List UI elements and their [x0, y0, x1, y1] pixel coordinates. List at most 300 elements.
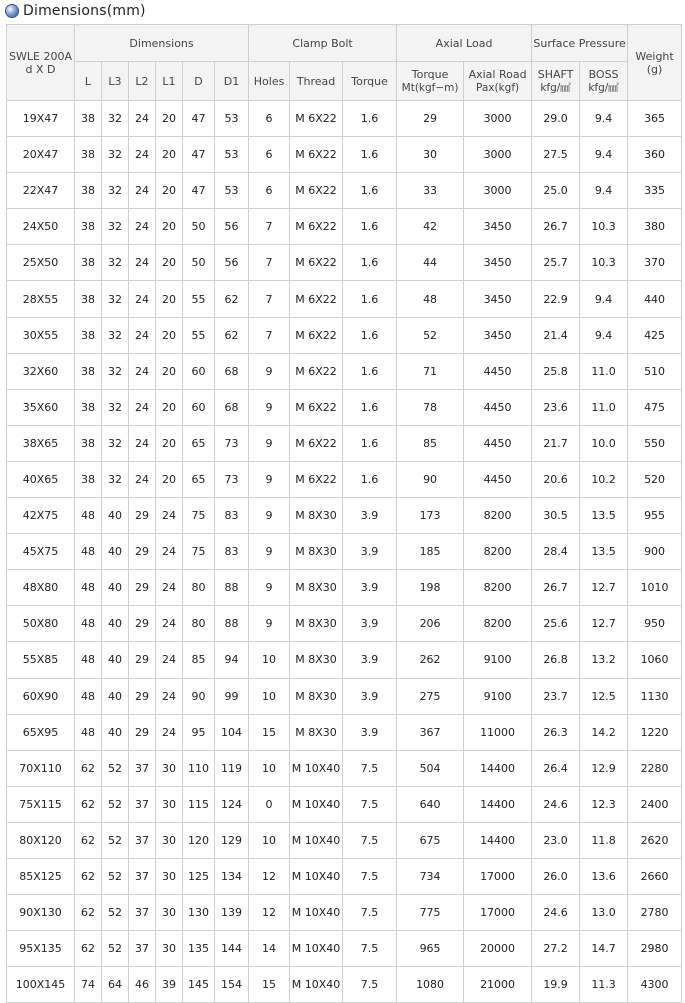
cell-boss-pressure: 13.6: [580, 858, 628, 894]
cell-thread: M 8X30: [290, 534, 343, 570]
cell-boss-pressure: 14.2: [580, 714, 628, 750]
cell-d1: 83: [215, 498, 249, 534]
cell-weight: 2400: [628, 786, 682, 822]
table-row: [7, 353, 682, 389]
cell-weight: 550: [628, 425, 682, 461]
cell-l1: 20: [156, 317, 183, 353]
cell-axial-road: 3000: [464, 101, 532, 137]
cell-weight: 2780: [628, 895, 682, 931]
cell-axial-road: 3450: [464, 317, 532, 353]
cell-l: 62: [75, 895, 102, 931]
cell-l3: 32: [102, 209, 129, 245]
cell-l: 38: [75, 317, 102, 353]
cell-l3: 32: [102, 425, 129, 461]
cell-l2: 29: [129, 606, 156, 642]
cell-thread: M 10X40: [290, 822, 343, 858]
cell-holes: 7: [249, 281, 290, 317]
cell-l1: 20: [156, 101, 183, 137]
cell-thread: M 10X40: [290, 931, 343, 967]
cell-weight: 1010: [628, 570, 682, 606]
col-header-thread: Thread: [290, 62, 343, 101]
cell-shaft-pressure: 23.0: [532, 822, 580, 858]
cell-l: 48: [75, 714, 102, 750]
cell-axial-road: 14400: [464, 786, 532, 822]
cell-d: 60: [183, 389, 215, 425]
cell-weight: 1060: [628, 642, 682, 678]
cell-l2: 29: [129, 678, 156, 714]
cell-model: 100X145: [7, 967, 75, 1003]
cell-l3: 52: [102, 858, 129, 894]
cell-l: 38: [75, 173, 102, 209]
cell-torque: 1.6: [343, 245, 397, 281]
cell-shaft-pressure: 21.7: [532, 425, 580, 461]
cell-torque: 1.6: [343, 281, 397, 317]
surface-pressure-group-header: Surface Pressure: [532, 25, 628, 62]
cell-holes: 9: [249, 606, 290, 642]
cell-weight: 2620: [628, 822, 682, 858]
cell-l3: 40: [102, 606, 129, 642]
table-row: [7, 570, 682, 606]
col-header-torque: Torque: [343, 62, 397, 101]
cell-l3: 64: [102, 967, 129, 1003]
cell-boss-pressure: 12.5: [580, 678, 628, 714]
cell-l2: 37: [129, 822, 156, 858]
cell-l: 62: [75, 786, 102, 822]
cell-l1: 20: [156, 389, 183, 425]
cell-thread: M 10X40: [290, 786, 343, 822]
cell-l3: 32: [102, 101, 129, 137]
cell-torque-mt: 42: [397, 209, 464, 245]
cell-d: 75: [183, 534, 215, 570]
cell-l2: 29: [129, 714, 156, 750]
cell-l2: 24: [129, 245, 156, 281]
cell-thread: M 8X30: [290, 570, 343, 606]
cell-torque: 1.6: [343, 389, 397, 425]
cell-torque-mt: 675: [397, 822, 464, 858]
cell-holes: 9: [249, 461, 290, 497]
cell-d: 145: [183, 967, 215, 1003]
table-row: [7, 822, 682, 858]
cell-l2: 37: [129, 931, 156, 967]
table-row: [7, 931, 682, 967]
cell-l1: 30: [156, 931, 183, 967]
cell-axial-road: 17000: [464, 895, 532, 931]
cell-d: 90: [183, 678, 215, 714]
cell-torque-mt: 52: [397, 317, 464, 353]
cell-model: 95X135: [7, 931, 75, 967]
cell-axial-road: 3000: [464, 173, 532, 209]
table-row: [7, 245, 682, 281]
cell-torque: 1.6: [343, 173, 397, 209]
cell-model: 85X125: [7, 858, 75, 894]
cell-l1: 30: [156, 822, 183, 858]
cell-d1: 83: [215, 534, 249, 570]
cell-axial-road: 4450: [464, 425, 532, 461]
cell-axial-road: 4450: [464, 461, 532, 497]
cell-axial-road: 3450: [464, 245, 532, 281]
cell-axial-road: 4450: [464, 353, 532, 389]
cell-l: 48: [75, 606, 102, 642]
cell-l1: 24: [156, 498, 183, 534]
cell-boss-pressure: 12.3: [580, 786, 628, 822]
cell-l1: 20: [156, 425, 183, 461]
cell-boss-pressure: 9.4: [580, 317, 628, 353]
cell-torque: 3.9: [343, 678, 397, 714]
cell-holes: 12: [249, 858, 290, 894]
cell-model: 28X55: [7, 281, 75, 317]
cell-weight: 370: [628, 245, 682, 281]
cell-torque: 1.6: [343, 137, 397, 173]
table-row: [7, 389, 682, 425]
col-header-d: D: [183, 62, 215, 101]
cell-torque: 7.5: [343, 967, 397, 1003]
cell-l1: 20: [156, 353, 183, 389]
cell-l2: 29: [129, 642, 156, 678]
cell-holes: 9: [249, 534, 290, 570]
cell-d: 65: [183, 425, 215, 461]
cell-model: 42X75: [7, 498, 75, 534]
cell-l: 48: [75, 678, 102, 714]
col-header-shaft: SHAFT kfg/㎟: [532, 62, 580, 101]
cell-model: 35X60: [7, 389, 75, 425]
table-row: [7, 714, 682, 750]
cell-l1: 30: [156, 895, 183, 931]
cell-l3: 32: [102, 389, 129, 425]
cell-weight: 380: [628, 209, 682, 245]
cell-holes: 6: [249, 173, 290, 209]
col-header-boss: BOSS kfg/㎟: [580, 62, 628, 101]
cell-torque-mt: 262: [397, 642, 464, 678]
cell-torque: 7.5: [343, 822, 397, 858]
cell-model: 45X75: [7, 534, 75, 570]
cell-d1: 88: [215, 606, 249, 642]
cell-l1: 24: [156, 714, 183, 750]
cell-weight: 2280: [628, 750, 682, 786]
cell-d1: 129: [215, 822, 249, 858]
cell-holes: 7: [249, 209, 290, 245]
cell-torque-mt: 734: [397, 858, 464, 894]
table-row: [7, 895, 682, 931]
cell-shaft-pressure: 25.7: [532, 245, 580, 281]
cell-l2: 46: [129, 967, 156, 1003]
cell-torque: 1.6: [343, 353, 397, 389]
cell-d1: 62: [215, 281, 249, 317]
cell-l1: 30: [156, 750, 183, 786]
cell-l: 38: [75, 461, 102, 497]
cell-d1: 134: [215, 858, 249, 894]
cell-d: 60: [183, 353, 215, 389]
cell-torque: 7.5: [343, 895, 397, 931]
cell-d1: 124: [215, 786, 249, 822]
cell-boss-pressure: 10.3: [580, 209, 628, 245]
cell-weight: 510: [628, 353, 682, 389]
cell-holes: 10: [249, 822, 290, 858]
cell-boss-pressure: 13.2: [580, 642, 628, 678]
cell-weight: 425: [628, 317, 682, 353]
table-row: [7, 101, 682, 137]
cell-l: 38: [75, 137, 102, 173]
cell-weight: 440: [628, 281, 682, 317]
cell-torque-mt: 367: [397, 714, 464, 750]
cell-l1: 24: [156, 570, 183, 606]
cell-torque-mt: 775: [397, 895, 464, 931]
cell-weight: 900: [628, 534, 682, 570]
cell-thread: M 10X40: [290, 895, 343, 931]
cell-d1: 56: [215, 245, 249, 281]
cell-shaft-pressure: 26.7: [532, 209, 580, 245]
cell-l1: 20: [156, 245, 183, 281]
cell-l3: 52: [102, 750, 129, 786]
cell-thread: M 8X30: [290, 678, 343, 714]
cell-axial-road: 21000: [464, 967, 532, 1003]
cell-axial-road: 8200: [464, 570, 532, 606]
cell-torque-mt: 90: [397, 461, 464, 497]
cell-torque-mt: 173: [397, 498, 464, 534]
weight-header: Weight (g): [628, 25, 682, 101]
cell-axial-road: 3450: [464, 281, 532, 317]
cell-l2: 24: [129, 389, 156, 425]
cell-model: 30X55: [7, 317, 75, 353]
cell-shaft-pressure: 21.4: [532, 317, 580, 353]
cell-model: 24X50: [7, 209, 75, 245]
cell-boss-pressure: 11.0: [580, 389, 628, 425]
cell-model: 50X80: [7, 606, 75, 642]
cell-d: 130: [183, 895, 215, 931]
cell-l1: 20: [156, 281, 183, 317]
cell-holes: 9: [249, 425, 290, 461]
cell-shaft-pressure: 25.6: [532, 606, 580, 642]
cell-l3: 40: [102, 714, 129, 750]
cell-boss-pressure: 9.4: [580, 281, 628, 317]
cell-d1: 88: [215, 570, 249, 606]
cell-d1: 73: [215, 461, 249, 497]
cell-torque-mt: 206: [397, 606, 464, 642]
cell-l3: 32: [102, 461, 129, 497]
cell-axial-road: 3450: [464, 209, 532, 245]
table-row: [7, 534, 682, 570]
cell-shaft-pressure: 26.3: [532, 714, 580, 750]
cell-model: 38X65: [7, 425, 75, 461]
cell-thread: M 10X40: [290, 858, 343, 894]
cell-l3: 40: [102, 678, 129, 714]
cell-shaft-pressure: 29.0: [532, 101, 580, 137]
cell-torque: 3.9: [343, 714, 397, 750]
cell-shaft-pressure: 24.6: [532, 786, 580, 822]
cell-boss-pressure: 12.7: [580, 606, 628, 642]
cell-weight: 2660: [628, 858, 682, 894]
cell-l1: 24: [156, 606, 183, 642]
cell-d1: 119: [215, 750, 249, 786]
table-row: [7, 137, 682, 173]
cell-d: 47: [183, 137, 215, 173]
cell-l2: 29: [129, 570, 156, 606]
cell-d: 55: [183, 317, 215, 353]
cell-torque-mt: 30: [397, 137, 464, 173]
table-row: [7, 967, 682, 1003]
cell-weight: 4300: [628, 967, 682, 1003]
cell-torque: 7.5: [343, 750, 397, 786]
cell-torque-mt: 33: [397, 173, 464, 209]
table-row: [7, 498, 682, 534]
cell-l3: 32: [102, 245, 129, 281]
cell-l: 48: [75, 498, 102, 534]
cell-thread: M 8X30: [290, 714, 343, 750]
table-row: [7, 606, 682, 642]
cell-holes: 10: [249, 750, 290, 786]
cell-l: 62: [75, 750, 102, 786]
cell-l2: 29: [129, 534, 156, 570]
cell-shaft-pressure: 27.5: [532, 137, 580, 173]
cell-l: 74: [75, 967, 102, 1003]
cell-holes: 12: [249, 895, 290, 931]
cell-model: 70X110: [7, 750, 75, 786]
cell-torque-mt: 85: [397, 425, 464, 461]
cell-torque-mt: 1080: [397, 967, 464, 1003]
cell-torque: 1.6: [343, 425, 397, 461]
cell-torque-mt: 29: [397, 101, 464, 137]
cell-boss-pressure: 13.0: [580, 895, 628, 931]
col-header-torque-mt: Torque Mt(kgf−m): [397, 62, 464, 101]
cell-holes: 6: [249, 101, 290, 137]
cell-torque: 7.5: [343, 786, 397, 822]
cell-axial-road: 20000: [464, 931, 532, 967]
cell-boss-pressure: 14.7: [580, 931, 628, 967]
col-header-holes: Holes: [249, 62, 290, 101]
cell-l1: 24: [156, 534, 183, 570]
table-row: [7, 750, 682, 786]
cell-torque: 1.6: [343, 209, 397, 245]
cell-axial-road: 3000: [464, 137, 532, 173]
cell-torque-mt: 504: [397, 750, 464, 786]
cell-l2: 24: [129, 209, 156, 245]
cell-l: 62: [75, 931, 102, 967]
cell-axial-road: 9100: [464, 678, 532, 714]
cell-thread: M 6X22: [290, 389, 343, 425]
cell-l3: 32: [102, 137, 129, 173]
cell-l1: 24: [156, 642, 183, 678]
cell-d1: 53: [215, 137, 249, 173]
cell-model: 32X60: [7, 353, 75, 389]
cell-thread: M 8X30: [290, 606, 343, 642]
cell-boss-pressure: 12.9: [580, 750, 628, 786]
cell-shaft-pressure: 22.9: [532, 281, 580, 317]
cell-d: 80: [183, 570, 215, 606]
cell-d1: 68: [215, 389, 249, 425]
cell-boss-pressure: 9.4: [580, 173, 628, 209]
cell-holes: 9: [249, 498, 290, 534]
cell-torque: 3.9: [343, 606, 397, 642]
cell-axial-road: 8200: [464, 606, 532, 642]
cell-shaft-pressure: 25.0: [532, 173, 580, 209]
cell-torque: 3.9: [343, 498, 397, 534]
cell-l1: 24: [156, 678, 183, 714]
cell-l1: 20: [156, 173, 183, 209]
cell-l1: 39: [156, 967, 183, 1003]
cell-boss-pressure: 11.3: [580, 967, 628, 1003]
cell-thread: M 6X22: [290, 245, 343, 281]
cell-l2: 24: [129, 281, 156, 317]
cell-l: 48: [75, 534, 102, 570]
cell-shaft-pressure: 20.6: [532, 461, 580, 497]
clamp-bolt-group-header: Clamp Bolt: [249, 25, 397, 62]
cell-thread: M 8X30: [290, 642, 343, 678]
cell-d: 85: [183, 642, 215, 678]
axial-load-group-header: Axial Load: [397, 25, 532, 62]
cell-l: 62: [75, 858, 102, 894]
cell-l3: 40: [102, 642, 129, 678]
cell-shaft-pressure: 26.4: [532, 750, 580, 786]
cell-shaft-pressure: 28.4: [532, 534, 580, 570]
cell-l: 38: [75, 101, 102, 137]
cell-d1: 68: [215, 353, 249, 389]
cell-torque: 3.9: [343, 570, 397, 606]
cell-torque: 3.9: [343, 534, 397, 570]
cell-torque-mt: 640: [397, 786, 464, 822]
cell-d: 55: [183, 281, 215, 317]
col-header-l3: L3: [102, 62, 129, 101]
cell-thread: M 6X22: [290, 353, 343, 389]
cell-d1: 139: [215, 895, 249, 931]
cell-l: 62: [75, 822, 102, 858]
cell-boss-pressure: 10.3: [580, 245, 628, 281]
cell-d1: 144: [215, 931, 249, 967]
cell-d: 65: [183, 461, 215, 497]
page-title: Dimensions(mm): [23, 3, 146, 19]
cell-l2: 29: [129, 498, 156, 534]
cell-l2: 24: [129, 353, 156, 389]
cell-thread: M 8X30: [290, 498, 343, 534]
cell-torque-mt: 71: [397, 353, 464, 389]
cell-thread: M 6X22: [290, 281, 343, 317]
cell-d: 95: [183, 714, 215, 750]
cell-d1: 99: [215, 678, 249, 714]
cell-d: 120: [183, 822, 215, 858]
cell-d: 50: [183, 209, 215, 245]
cell-weight: 955: [628, 498, 682, 534]
cell-l: 38: [75, 209, 102, 245]
cell-boss-pressure: 10.0: [580, 425, 628, 461]
cell-axial-road: 4450: [464, 389, 532, 425]
col-header-d1: D1: [215, 62, 249, 101]
cell-model: 55X85: [7, 642, 75, 678]
cell-shaft-pressure: 27.2: [532, 931, 580, 967]
cell-torque-mt: 198: [397, 570, 464, 606]
cell-l3: 52: [102, 786, 129, 822]
cell-model: 25X50: [7, 245, 75, 281]
cell-l3: 40: [102, 570, 129, 606]
cell-torque: 1.6: [343, 101, 397, 137]
cell-l1: 20: [156, 461, 183, 497]
cell-torque: 7.5: [343, 931, 397, 967]
cell-weight: 520: [628, 461, 682, 497]
cell-l3: 40: [102, 534, 129, 570]
cell-torque: 1.6: [343, 461, 397, 497]
cell-axial-road: 14400: [464, 822, 532, 858]
cell-model: 22X47: [7, 173, 75, 209]
cell-boss-pressure: 11.8: [580, 822, 628, 858]
table-row: [7, 786, 682, 822]
cell-thread: M 6X22: [290, 101, 343, 137]
cell-d: 47: [183, 173, 215, 209]
cell-model: 40X65: [7, 461, 75, 497]
cell-thread: M 6X22: [290, 173, 343, 209]
cell-l2: 24: [129, 173, 156, 209]
cell-boss-pressure: 13.5: [580, 498, 628, 534]
table-row: [7, 317, 682, 353]
cell-shaft-pressure: 23.7: [532, 678, 580, 714]
cell-weight: 335: [628, 173, 682, 209]
cell-l2: 24: [129, 317, 156, 353]
